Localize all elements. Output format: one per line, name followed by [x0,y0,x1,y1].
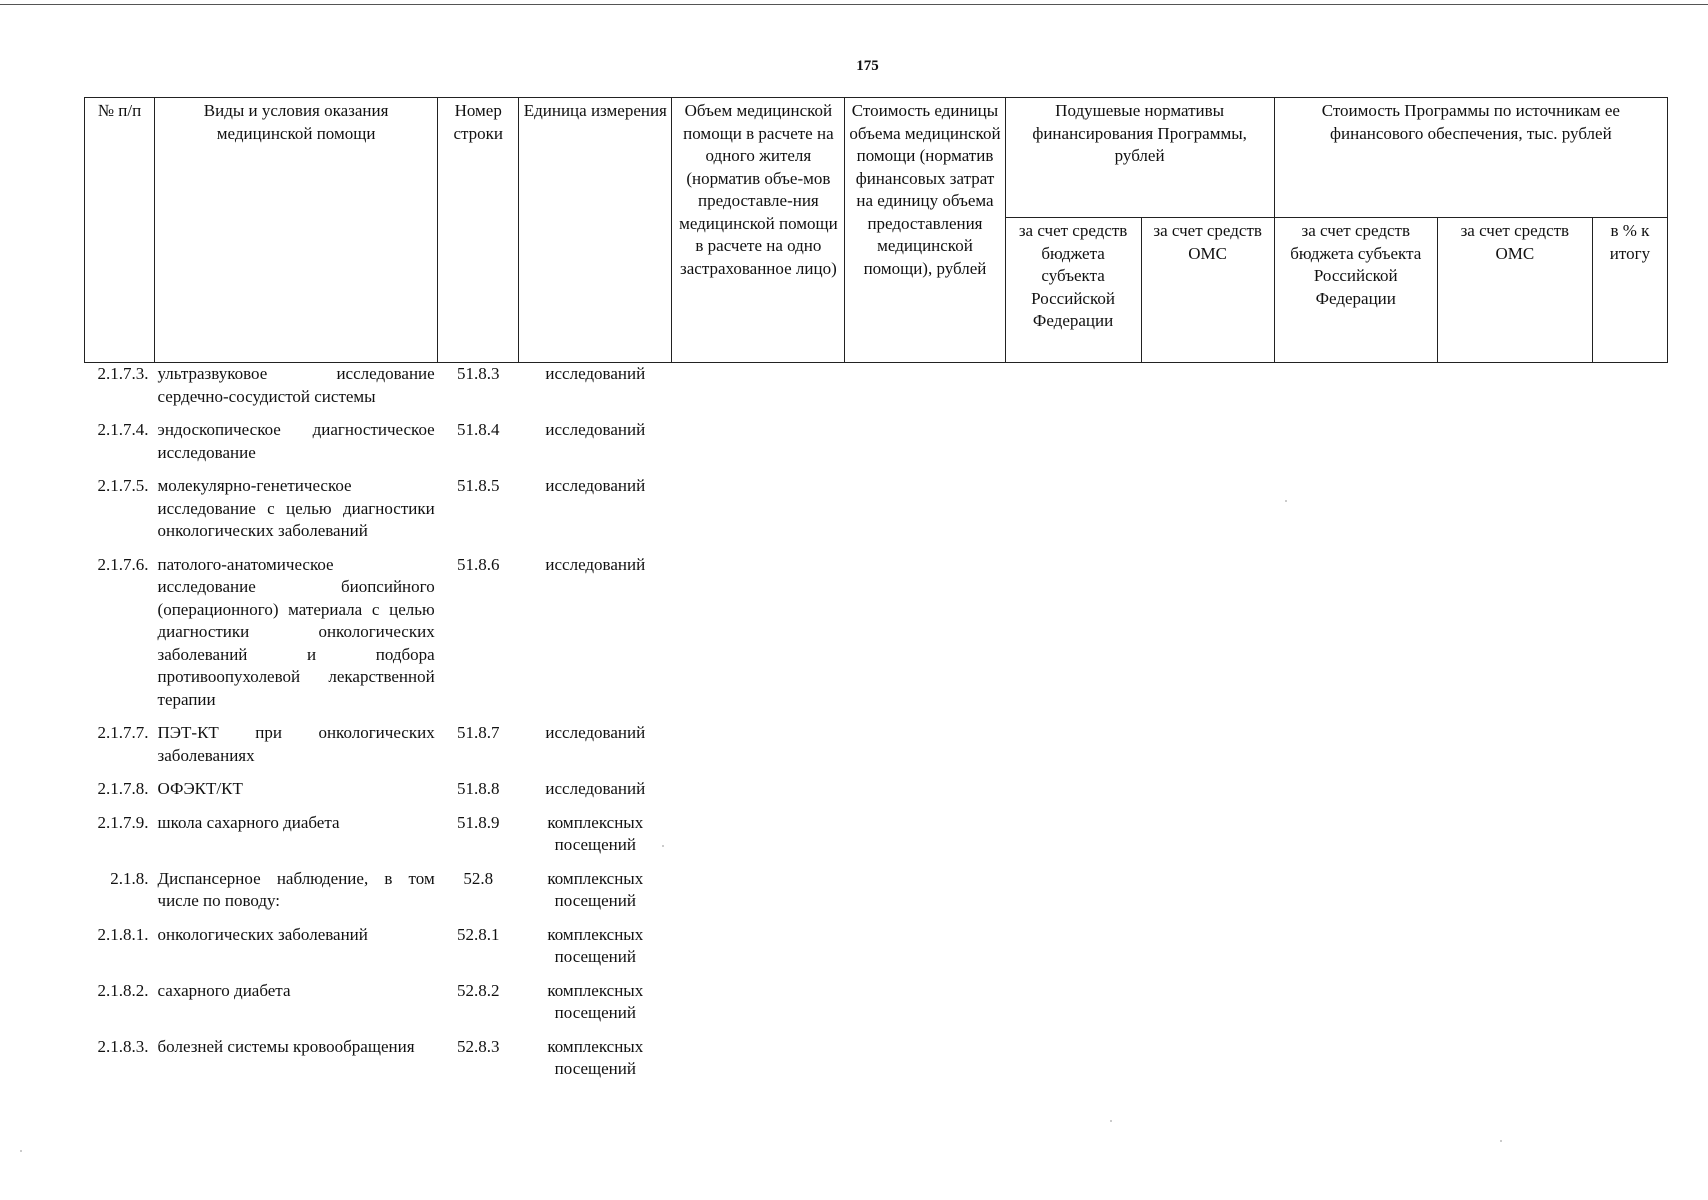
row-number: 2.1.8.1. [97,924,149,944]
row-number: 2.1.7.6. [97,554,149,574]
row-unit: комплексных посещений [547,924,644,966]
header-unit-cost: Стоимость единицы объема медицинской помощи (норматив финансовых затрат на единицу объема предоставления медицинской помощи), рублей [845,98,1005,363]
row-name: патолого-анатомическое исследование биопсийного (операционного) материала с целью диагностики онкологических заболеваний и подбора противоопухолевой лекарственной терапии [157,554,435,709]
header-unit: Единица измерения [519,98,672,363]
program-cost-table [84,97,1668,1092]
row-unit: комплексных посещений [547,980,644,1022]
row-line: 51.8.5 [456,476,500,495]
row-unit: исследований [545,723,646,742]
table-row [85,812,1668,868]
header-number: № п/п [85,98,155,363]
row-empty-values [672,812,1668,868]
header-program-cost: Стоимость Программы по источникам ее финансового обеспечения, тыс. рублей [1274,98,1667,218]
row-number: 2.1.7.9. [97,812,149,832]
table-row [85,868,1668,924]
table-row [85,363,1668,420]
row-unit: исследований [545,779,646,798]
scan-speck [1110,1120,1112,1122]
row-number: 2.1.8. [110,868,149,888]
row-line: 51.8.3 [456,364,500,383]
row-line: 51.8.8 [456,779,500,798]
row-empty-values [672,980,1668,1036]
table-row [85,778,1668,812]
row-line: 52.8.2 [456,980,500,1000]
row-number: 2.1.7.5. [97,476,149,495]
table-header [85,98,1668,363]
header-percent-total: в % к итогу [1592,218,1667,363]
row-unit: комплексных посещений [547,812,644,854]
scan-speck [1500,1140,1502,1142]
row-unit: комплексных посещений [547,1036,644,1078]
row-number: 2.1.7.7. [97,723,149,742]
header-care-type: Виды и условия оказания медицинской помощи [155,98,438,363]
table-row [85,554,1668,723]
row-empty-values [672,1036,1668,1092]
header-line-number: Номер строки [438,98,519,363]
row-name: молекулярно-генетическое исследование с целью диагностики онкологических заболеваний [157,476,435,540]
row-number: 2.1.7.8. [97,779,149,798]
row-name: ПЭТ-КТ при онкологических заболеваниях [157,723,435,765]
row-empty-values [672,924,1668,980]
row-empty-values [672,554,1668,723]
header-volume: Объем медицинской помощи в расчете на одного жителя (норматив объе-мов предоставле-ния медицинской помощи в расчете на одно застрахованное лицо) [672,98,845,363]
row-name: ультразвуковое исследование сердечно-сосудистой системы [157,364,435,406]
row-number: 2.1.7.4. [97,420,149,439]
top-border-line [0,4,1708,5]
header-per-capita: Подушевые нормативы финансирования Программы, рублей [1005,98,1274,218]
table-body [85,363,1668,1092]
table-row [85,475,1668,554]
header-program-budget: за счет средств бюджета субъекта Российской Федерации [1274,218,1437,363]
table-row [85,722,1668,778]
row-name: школа сахарного диабета [157,812,340,832]
row-unit: исследований [545,364,646,383]
row-name: эндоскопическое диагностическое исследование [157,420,435,462]
row-line: 51.8.4 [456,420,500,439]
row-name: Диспансерное наблюдение, в том числе по поводу: [157,868,435,910]
row-number: 2.1.7.3. [97,364,149,383]
table-row [85,980,1668,1036]
row-line: 52.8.3 [456,1036,500,1056]
row-unit: исследований [545,476,646,495]
row-unit: исследований [545,420,646,439]
row-name: болезней системы кровообращения [157,1036,415,1056]
scan-speck [662,845,664,847]
header-per-capita-oms: за счет средств ОМС [1141,218,1274,363]
row-line: 51.8.6 [456,554,500,574]
row-empty-values [672,722,1668,778]
scan-speck [1285,500,1287,502]
row-line: 52.8.1 [456,924,500,944]
row-empty-values [672,778,1668,812]
row-empty-values [672,419,1668,475]
header-program-oms: за счет средств ОМС [1437,218,1592,363]
row-name: онкологических заболеваний [157,924,368,944]
row-name: ОФЭКТ/КТ [157,779,243,798]
page-number: 175 [856,58,879,74]
row-unit: комплексных посещений [547,868,644,910]
table-row [85,924,1668,980]
row-line: 52.8 [463,868,494,888]
row-empty-values [672,475,1668,554]
row-line: 51.8.7 [456,723,500,742]
table-row [85,419,1668,475]
row-empty-values [672,868,1668,924]
row-empty-values [672,363,1668,420]
row-number: 2.1.8.2. [97,980,149,1000]
header-per-capita-budget: за счет средств бюджета субъекта Российской Федерации [1005,218,1141,363]
table-row [85,1036,1668,1092]
row-line: 51.8.9 [456,812,500,832]
row-name: сахарного диабета [157,980,291,1000]
scan-speck [20,1150,22,1152]
row-unit: исследований [545,554,646,574]
row-number: 2.1.8.3. [97,1036,149,1056]
